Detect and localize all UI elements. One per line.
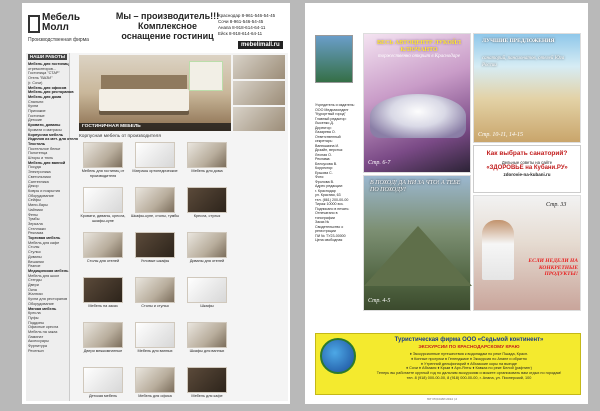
sidebar-item[interactable]: Ковры и покрытия: [28, 188, 60, 193]
slogan: [110, 11, 225, 41]
product-grid: [77, 141, 285, 411]
sidebar-item[interactable]: Мебель для офисов: [28, 85, 67, 90]
product-photo: [187, 322, 227, 348]
right-page: [305, 3, 588, 404]
masthead-line: "Курортный город": [315, 112, 346, 116]
masthead-line: Фото:: [315, 175, 325, 179]
logo-mark-icon: [28, 15, 40, 33]
sidebar-item[interactable]: Отель "ВАЗИ": [28, 76, 53, 81]
sidebar-item[interactable]: Мебель для дома: [28, 94, 62, 99]
product-tile[interactable]: [129, 141, 181, 184]
product-label: Шкафы для ванных: [189, 349, 225, 353]
sidebar-item[interactable]: Мебель для кафе: [28, 240, 60, 245]
sidebar-item[interactable]: Изделия из мет. для отеля: [28, 137, 78, 142]
masthead-line: Учредитель и издатель:: [315, 103, 355, 107]
product-label: Угловые шкафы: [140, 259, 170, 263]
product-tile[interactable]: [181, 366, 233, 409]
left-content: [73, 53, 286, 401]
product-photo: [187, 367, 227, 393]
sidebar-item[interactable]: Ламинат: [28, 334, 44, 339]
hero-caption: ГОСТИНИЧНАЯ МЕБЕЛЬ: [79, 123, 231, 131]
sidebar-item[interactable]: Вешалки: [28, 259, 44, 264]
product-photo: [187, 142, 227, 168]
product-tile[interactable]: [77, 231, 129, 274]
product-tile[interactable]: [77, 366, 129, 409]
brand-logo: [28, 13, 90, 49]
masthead-line: Директор:: [315, 125, 332, 130]
sea-card-page: Стр. 10-11, 14-15: [478, 132, 523, 138]
product-tile[interactable]: [77, 276, 129, 319]
hero-photo: [79, 55, 231, 131]
logo-name: Мебель Молл: [42, 12, 80, 33]
banner-line: тел. 8 (918) 000-00-00, 8 (918) 000-00-00, г. Анапа, ул. Пионерский, 100: [406, 375, 532, 380]
grid-row: [77, 231, 285, 274]
product-photo: [187, 232, 227, 258]
sidebar-item[interactable]: Спальни: [28, 99, 44, 104]
contact-line: Краснодар 8-961-546-54-45: [218, 13, 276, 18]
masthead-line: ПИ № ТУ23-00000: [315, 233, 346, 238]
sidebar-item[interactable]: Офисные кресла: [28, 325, 59, 330]
left-page-header: [22, 3, 290, 53]
sidebar-item[interactable]: Аксессуары: [28, 339, 49, 344]
masthead-line: регистрации: [315, 229, 336, 233]
sidebar-item[interactable]: Шторы и тюль: [28, 156, 54, 161]
car-illustration: [370, 94, 466, 138]
sanatorium-brand: «ЗДОРОВЬЕ на Кубани.РУ»: [486, 164, 568, 171]
slogan-line-3: оснащение гостиниц: [121, 31, 214, 41]
product-tile[interactable]: [129, 186, 181, 229]
product-photo: [135, 277, 175, 303]
contacts-list: [218, 13, 288, 37]
sidebar-item[interactable]: Посуда: [28, 165, 41, 170]
sidebar-item[interactable]: Текстиль: [28, 141, 46, 146]
hero-bed: [99, 89, 189, 111]
sidebar-item[interactable]: Торговая мебель: [28, 236, 61, 241]
masthead-line: Подписано в печать:: [315, 206, 350, 211]
tour-banner: [315, 333, 581, 395]
grid-row: [77, 186, 285, 229]
works-sidebar: [26, 53, 78, 401]
product-photo: [83, 367, 123, 393]
sidebar-item[interactable]: Разное: [28, 264, 41, 269]
masthead-line: Лесная О.: [315, 152, 332, 157]
grid-row: [77, 276, 285, 319]
product-tile[interactable]: [129, 276, 181, 319]
sidebar-item[interactable]: Пуфы: [28, 315, 39, 320]
auto-card-page: Стр. 6-7: [368, 160, 391, 166]
sea-card-subtitle: санаторий, пансионатов, отелей Юга России: [482, 56, 565, 68]
product-label: Мебель для ванных: [137, 349, 173, 353]
sidebar-item[interactable]: Мебель для ванной: [28, 160, 66, 165]
grid-row: [77, 366, 285, 409]
product-label: Мебель для дома: [191, 169, 223, 173]
sidebar-item[interactable]: Жалюзи: [28, 292, 43, 297]
hero-window: [189, 61, 223, 91]
sidebar-item[interactable]: Тумбы: [28, 217, 40, 222]
sidebar-item[interactable]: Мебель для гостиниц: [28, 62, 69, 66]
product-label: Кресла, стулья: [193, 214, 221, 218]
sidebar-item[interactable]: Медицинская мебель: [28, 268, 69, 273]
product-photo: [135, 322, 175, 348]
masthead-line: секретарь:: [315, 139, 333, 143]
masthead-line: Реклама:: [315, 157, 331, 161]
masthead-line: Отпечатано в: [315, 211, 338, 215]
sidebar-item[interactable]: Кресла: [28, 311, 41, 316]
sidebar-item[interactable]: Мебель на заказ: [28, 330, 58, 335]
product-tile[interactable]: [181, 231, 233, 274]
sanatorium-ad: [473, 145, 581, 193]
sidebar-item[interactable]: Оборудование: [28, 301, 54, 306]
product-photo: [83, 187, 123, 213]
product-photo: [187, 187, 227, 213]
sidebar-item[interactable]: Ресепшн: [28, 348, 44, 353]
sidebar-item[interactable]: Мягкая мебель: [28, 306, 57, 311]
sidebar-item[interactable]: Полотенца: [28, 151, 48, 156]
banner-line: ♦ Конные прогулки в Геленджике ♦ Экскурсия по Анапе и обратно: [411, 356, 527, 361]
sea-offers-card: [473, 33, 581, 143]
masthead-line: Ершова С.: [315, 170, 333, 175]
product-label: Кровати, диваны, кресла, шкафы-купе: [80, 214, 126, 223]
masthead: [315, 103, 361, 243]
masthead-line: Главный редактор:: [315, 116, 347, 121]
product-label: Мебель для гостиниц от производителя: [81, 169, 125, 178]
health-card-page: Стр. 33: [546, 202, 567, 208]
cover-thumbnail: [315, 35, 353, 83]
sidebar-item[interactable]: Кровати и матрасы: [28, 127, 62, 132]
sidebar-item[interactable]: Постельное белье: [28, 146, 61, 151]
product-tile[interactable]: [181, 141, 233, 184]
sidebar-item[interactable]: Стеллажи: [28, 226, 46, 231]
left-page-body: [26, 53, 288, 401]
banner-line: ♦ Сочи ♦ Абхазия ♦ Крым ♦ Арх-Ялты ♦ Кавказ по реке Белой (рафтинг): [406, 366, 532, 371]
masthead-line: ООО Медиахолдинг: [315, 107, 349, 112]
banner-title: Туристическая фирма ООО «Седьмой континент»: [394, 337, 544, 343]
slogan-line-2: Комплексное: [138, 21, 197, 31]
sidebar-item[interactable]: Поддоны: [28, 320, 45, 325]
globe-emblem-icon: [320, 338, 356, 374]
sidebar-item[interactable]: Сантехника: [28, 179, 49, 184]
masthead-line: г. Краснодар: [315, 188, 336, 193]
product-tile[interactable]: [77, 141, 129, 184]
website-badge[interactable]: mebelimall.ru: [238, 41, 283, 49]
product-photo: [83, 322, 123, 348]
product-photo: [83, 232, 123, 258]
masthead-line: ул. Красная, 63: [315, 193, 341, 197]
banner-line: Теперь вы работаете круглый год по дальним экскурсиям и можете организовать вам отдых по городам!: [376, 371, 562, 376]
banner-lines: [360, 352, 578, 381]
product-tile[interactable]: [77, 186, 129, 229]
masthead-line: Белоусова В.: [315, 161, 338, 166]
masthead-line: Цена свободная: [315, 238, 343, 242]
doctor-illustration: [482, 220, 514, 280]
auto-center-card: [363, 33, 471, 173]
hike-card-page: Стр. 4-5: [368, 298, 391, 304]
masthead-line: Свидетельство о: [315, 224, 344, 229]
sidebar-item[interactable]: Двери: [28, 283, 39, 288]
product-photo: [135, 187, 175, 213]
product-label: Шкафы: [200, 304, 214, 308]
mountain-shape: [364, 226, 472, 286]
product-photo: [83, 277, 123, 303]
sidebar-item[interactable]: отремонтиров...: [28, 66, 57, 71]
sidebar-item[interactable]: Чайники: [28, 207, 43, 212]
product-label: Шкафы-купе, столы, тумбы: [130, 214, 180, 218]
product-label: Двери межкомнатные: [83, 349, 123, 353]
product-tile[interactable]: [77, 321, 129, 364]
masthead-line: Ответственный: [315, 134, 341, 139]
contact-line: Ейск 8-918-614-64-11: [218, 31, 263, 36]
sidebar-item[interactable]: Стулья: [28, 250, 41, 255]
sidebar-item[interactable]: Прихожие: [28, 109, 46, 114]
sanatorium-subtitle: Дельные советы на сайте: [501, 159, 553, 165]
masthead-line: Адрес редакции:: [315, 184, 343, 188]
sidebar-item[interactable]: Кухни: [28, 104, 39, 109]
health-card: [473, 195, 581, 311]
sidebar-item[interactable]: Мини-бары: [28, 203, 48, 208]
sidebar-item[interactable]: Светильники: [28, 174, 51, 179]
masthead-line: Лазарева О.: [315, 130, 336, 134]
sidebar-item[interactable]: Кухни для ресторанов: [28, 297, 68, 302]
contact-line: Сочи 8-961-546-54-45: [218, 19, 264, 24]
sidebar-item[interactable]: Фурнитура: [28, 344, 47, 349]
masthead-line: Тираж 10000 экз.: [315, 202, 344, 206]
product-tile[interactable]: [129, 231, 181, 274]
side-thumbnail: [233, 81, 285, 105]
product-photo: [187, 277, 227, 303]
sidebar-item[interactable]: Корпусная мебель: [28, 132, 64, 137]
footer-note: ЮГ РОССИИ 2014 | 2: [427, 397, 458, 401]
product-label: Детская мебель: [88, 394, 118, 398]
sidebar-item[interactable]: Диваны: [28, 254, 42, 259]
banner-subtitle: ЭКСКУРСИИ ПО КРАСНОДАРСКОМУ КРАЮ: [418, 345, 520, 350]
sidebar-item[interactable]: Электроника: [28, 170, 51, 175]
sidebar-title: НАШИ РАБОТЫ: [29, 54, 66, 59]
hike-card: [363, 175, 471, 311]
product-tile[interactable]: [129, 321, 181, 364]
masthead-line: типографии: [315, 215, 335, 220]
side-thumbnail: [233, 107, 285, 131]
side-thumbnail: [233, 55, 285, 79]
sidebar-item[interactable]: (г. Сочи): [28, 80, 43, 85]
section-title: Корпусная мебель от производителя: [79, 134, 161, 139]
product-tile[interactable]: [181, 321, 233, 364]
slogan-line-1: Мы – производитель!!!: [115, 11, 220, 21]
masthead-line: Лысенко Д.: [315, 121, 334, 125]
sidebar-item[interactable]: Окна: [28, 287, 37, 292]
grid-row: [77, 141, 285, 184]
banner-line: ♦ Экскурсионные путешествия к водопадам по реке Пшада, Красн.: [409, 352, 529, 356]
left-page: [22, 3, 290, 404]
product-photo: [135, 367, 175, 393]
sidebar-item[interactable]: Мебель для школ: [28, 273, 60, 278]
sanatorium-url[interactable]: zdorovie-na-kubani.ru: [503, 171, 551, 177]
masthead-line: Фролова В.: [315, 179, 335, 184]
sidebar-item[interactable]: Гостиница "СТАР": [28, 71, 60, 76]
product-tile[interactable]: [129, 366, 181, 409]
product-photo: [83, 142, 123, 168]
masthead-line: Дизайн, верстка:: [315, 148, 344, 152]
product-label: Столы и стулья: [141, 304, 169, 308]
sidebar-item[interactable]: Стенды: [28, 278, 42, 283]
sea-card-title: ЛУЧШИЕ ПРЕДЛОЖЕНИЯ: [482, 38, 555, 44]
sidebar-item[interactable]: Столы: [28, 245, 40, 250]
contact-line: Анапа 8-918-614-64-11: [218, 25, 266, 30]
sidebar-item[interactable]: Кровати, диваны: [28, 123, 61, 128]
product-label: Мебель для офиса: [138, 394, 172, 398]
product-label: Мебель для кафе: [191, 394, 223, 398]
masthead-line: Заказ №: [315, 220, 330, 224]
sidebar-item[interactable]: Сейфы: [28, 198, 41, 203]
sidebar-item[interactable]: Оборудование: [28, 193, 54, 198]
sidebar-item[interactable]: Фены: [28, 212, 38, 217]
sidebar-list: [28, 62, 78, 354]
product-photo: [135, 142, 175, 168]
product-photo: [135, 232, 175, 258]
product-label: Мебель на заказ: [88, 304, 118, 308]
sidebar-item[interactable]: Гостиные: [28, 113, 45, 118]
sidebar-item[interactable]: Реклама: [28, 231, 44, 236]
sidebar-item[interactable]: Зеркала: [28, 221, 43, 226]
auto-card-subtitle: торжественно открыт в Краснодаре: [378, 54, 460, 59]
sidebar-item[interactable]: Декор: [28, 184, 39, 189]
sidebar-item[interactable]: Мебель для ресторанов: [28, 90, 74, 95]
logo-subtitle: Производственная фирма: [28, 37, 89, 43]
grid-row: [77, 321, 285, 364]
masthead-line: Корректор:: [315, 166, 334, 170]
product-label: Диваны для отелей: [189, 259, 225, 263]
sanatorium-title: Как выбрать санаторий?: [486, 150, 568, 157]
health-card-title: ЕСЛИ НЕДЕЛИ НА КОНКРЕТНЫЕ ПРОДУКТЫ!: [528, 258, 578, 277]
banner-line: ♦ Утренний дельфинарий ♦ Абхазские коры на выезде: [421, 361, 517, 366]
hike-card-title: В ПОХОД! ДА НИ ЗА ЧТО! А ТЕБЕ ПО ПОХОДУ!: [370, 180, 461, 193]
product-label: Матрасы ортопедические: [132, 169, 178, 173]
masthead-line: тел. (861) 200-00-00: [315, 197, 349, 202]
masthead-line: Ванюшкина И.: [315, 143, 340, 148]
product-tile[interactable]: [181, 276, 233, 319]
side-thumbnails: [233, 55, 285, 133]
auto-card-title: ВЕСЬ АВТОЦЕНТР ЛУКОЙЛ КЛЮЧАНТО: [376, 40, 462, 53]
sidebar-item[interactable]: Детские: [28, 118, 43, 123]
product-tile[interactable]: [181, 186, 233, 229]
product-label: Столы для отелей: [86, 259, 120, 263]
